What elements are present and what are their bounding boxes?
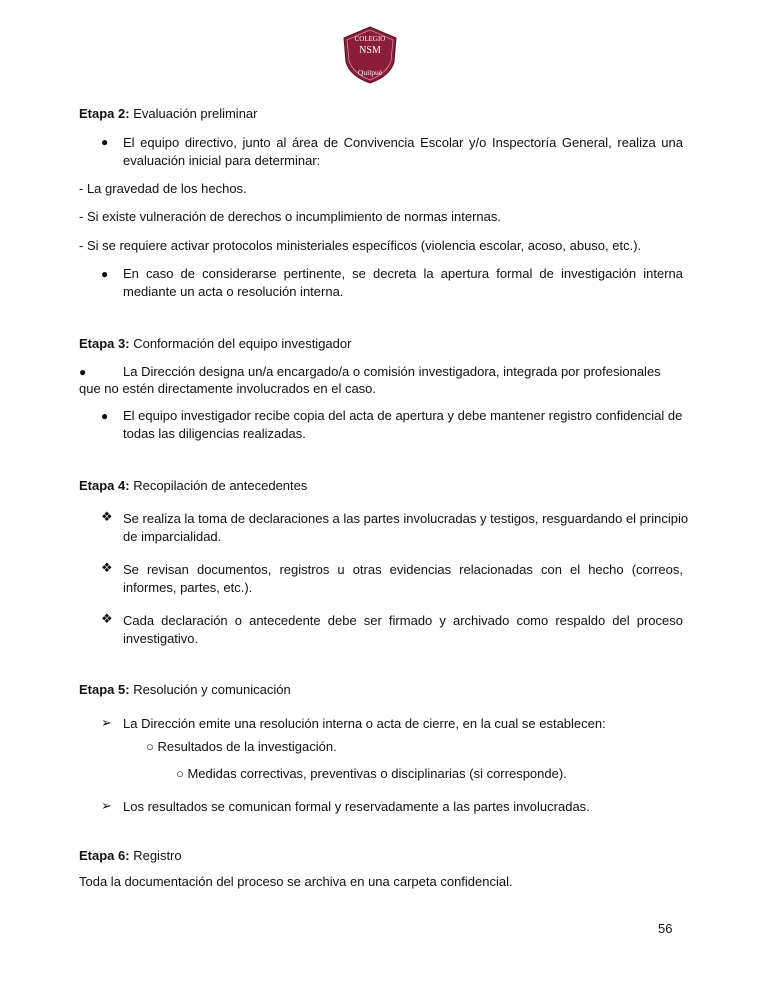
etapa-6-text: Toda la documentación del proceso se archiva en una carpeta confidencial. — [79, 874, 513, 889]
etapa-6-title: Registro — [133, 848, 182, 863]
diamond-bullet-icon: ❖ — [101, 509, 113, 524]
etapa-2-label: Etapa 2: — [79, 106, 130, 121]
etapa-2-bullet-2: En caso de considerarse pertinente, se decreta la apertura formal de investigación interna mediante un acta o resolución interna. — [123, 266, 683, 299]
etapa-6-label: Etapa 6: — [79, 848, 130, 863]
bullet-dot-icon: ● — [101, 409, 109, 423]
bullet-dot-icon: ● — [79, 365, 87, 379]
school-crest-logo — [342, 26, 398, 84]
etapa-4-item-1: Se realiza la toma de declaraciones a las partes involucradas y testigos, resguardando el principio de imparcialidad. — [123, 511, 689, 544]
etapa-3-title: Conformación del equipo investigador — [133, 336, 352, 351]
etapa-5-title: Resolución y comunicación — [133, 682, 291, 697]
arrow-bullet-icon: ➢ — [101, 715, 112, 730]
etapa-5-sub-1: ○ Resultados de la investigación. — [146, 739, 337, 754]
bullet-dot-icon: ● — [101, 135, 109, 149]
etapa-5-item-1: La Dirección emite una resolución interna o acta de cierre, en la cual se establecen: — [123, 716, 606, 731]
logo-text-colegio: COLEGIO — [354, 35, 386, 43]
diamond-bullet-icon: ❖ — [101, 560, 113, 575]
etapa-4-label: Etapa 4: — [79, 478, 130, 493]
etapa-5-label: Etapa 5: — [79, 682, 130, 697]
etapa-3-bullet-1-line-2: que no estén directamente involucrados en el caso. — [79, 381, 377, 396]
etapa-4-item-2: Se revisan documentos, registros u otras evidencias relacionadas con el hecho (correos, informes, partes, etc.). — [123, 562, 683, 595]
arrow-bullet-icon: ➢ — [101, 798, 112, 813]
etapa-2-dash-2: - Si existe vulneración de derechos o incumplimiento de normas internas. — [79, 209, 501, 224]
etapa-4-item-3: Cada declaración o antecedente debe ser firmado y archivado como respaldo del proceso investigativo. — [123, 613, 683, 646]
heading-etapa-6 — [79, 848, 182, 863]
etapa-3-label: Etapa 3: — [79, 336, 130, 351]
etapa-3-bullet-2: El equipo investigador recibe copia del acta de apertura y debe mantener registro confidencial de todas las diligencias realizadas. — [123, 408, 683, 441]
page-number: 56 — [658, 921, 673, 936]
logo-text-nsm: NSM — [359, 45, 381, 56]
heading-etapa-5 — [79, 682, 291, 697]
etapa-2-bullet-1: El equipo directivo, junto al área de Convivencia Escolar y/o Inspectoría General, realiza una evaluación inicial para determinar: — [123, 135, 683, 168]
etapa-4-title: Recopilación de antecedentes — [133, 478, 308, 493]
heading-etapa-3 — [79, 336, 351, 351]
etapa-3-bullet-1-line-1: La Dirección designa un/a encargado/a o comisión investigadora, integrada por profesionales — [123, 364, 661, 379]
heading-etapa-4 — [79, 478, 307, 493]
etapa-5-sub-2: ○ Medidas correctivas, preventivas o disciplinarias (si corresponde). — [176, 766, 567, 781]
etapa-2-title: Evaluación preliminar — [133, 106, 258, 121]
etapa-2-dash-1: - La gravedad de los hechos. — [79, 181, 247, 196]
logo-text-quilpue: Quilpué — [357, 68, 383, 77]
bullet-dot-icon: ● — [101, 267, 109, 281]
etapa-2-dash-3: - Si se requiere activar protocolos ministeriales específicos (violencia escolar, acoso, abuso, etc.). — [79, 238, 642, 253]
heading-etapa-2 — [79, 106, 257, 121]
etapa-5-item-2: Los resultados se comunican formal y reservadamente a las partes involucradas. — [123, 799, 590, 814]
diamond-bullet-icon: ❖ — [101, 611, 113, 626]
